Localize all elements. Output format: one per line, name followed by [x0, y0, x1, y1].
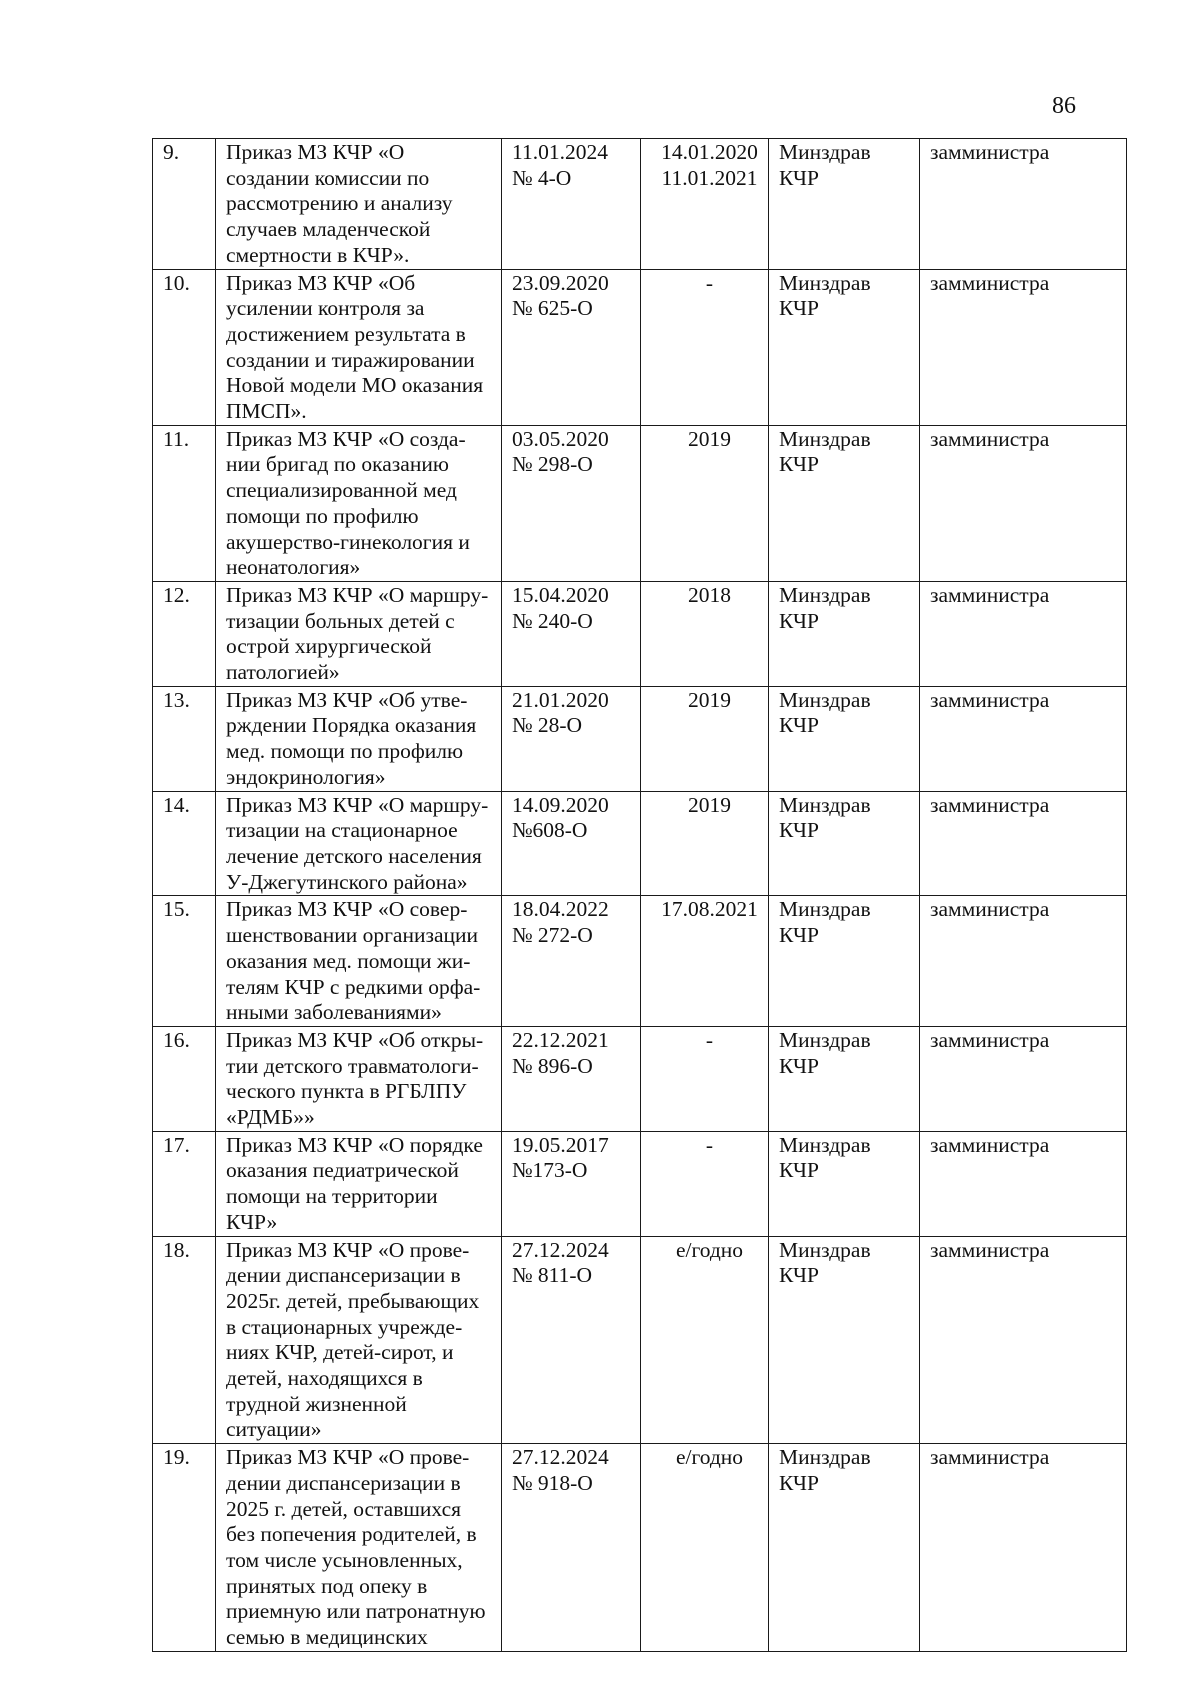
- row-number-text: 16.: [163, 1027, 190, 1052]
- order-title-line: семью в медицинских: [226, 1625, 428, 1650]
- table-row: [153, 1444, 1127, 1652]
- order-title-line: без попечения родителей, в: [226, 1522, 477, 1547]
- period-cell: [641, 581, 769, 686]
- organization-line: КЧР: [779, 608, 819, 633]
- responsible-cell: [920, 791, 1127, 896]
- order-date-number-line: 27.12.2024: [512, 1445, 609, 1470]
- responsible-text: замминистра: [930, 582, 1050, 607]
- order-title-line: случаев младенческой: [226, 217, 431, 242]
- period-cell: [641, 1131, 769, 1236]
- order-title-line: 2025г. детей, пребывающих: [226, 1288, 480, 1313]
- order-title-line: шенствовании организации: [226, 923, 479, 948]
- order-date-number-line: 11.01.2024: [512, 140, 608, 164]
- row-number-text: 14.: [163, 792, 190, 817]
- order-date-number-cell: [502, 1131, 641, 1236]
- order-date-number-line: № 272-О: [512, 923, 593, 948]
- order-date-number-line: № 918-О: [512, 1470, 593, 1495]
- organization-cell: [769, 1236, 920, 1444]
- order-date-number-line: № 811-О: [512, 1263, 593, 1288]
- order-title-line: Приказ МЗ КЧР «О созда-: [226, 426, 466, 451]
- organization-line: Минздрав: [779, 1027, 871, 1052]
- row-number-cell: [153, 1236, 216, 1444]
- order-title-line: Приказ МЗ КЧР «Об откры-: [226, 1027, 484, 1052]
- order-title-line: «РДМБ»»: [226, 1105, 315, 1130]
- organization-cell: [769, 1131, 920, 1236]
- table-row: [153, 269, 1127, 425]
- table-row: [153, 791, 1127, 896]
- table-row: [153, 1026, 1127, 1131]
- order-title-line: оказания мед. помощи жи-: [226, 948, 471, 973]
- organization-cell: [769, 139, 920, 270]
- order-date-number-line: № 896-О: [512, 1053, 593, 1078]
- row-number-cell: [153, 425, 216, 581]
- row-number-cell: [153, 581, 216, 686]
- order-title-line: ПМСП».: [226, 399, 307, 424]
- period-line: 2019: [688, 792, 731, 817]
- order-title-line: помощи на территории: [226, 1184, 438, 1209]
- period-cell: [641, 1236, 769, 1444]
- period-cell: [641, 1026, 769, 1131]
- period-line: 2019: [688, 687, 731, 712]
- order-title-line: детей, находящихся в: [226, 1366, 423, 1391]
- organization-cell: [769, 581, 920, 686]
- period-line: е/годно: [675, 1445, 744, 1470]
- responsible-cell: [920, 581, 1127, 686]
- order-title-line: ситуации»: [226, 1417, 322, 1442]
- period-cell: [641, 791, 769, 896]
- row-number-cell: [153, 686, 216, 791]
- row-number-cell: [153, 139, 216, 270]
- order-date-number-line: № 298-О: [512, 452, 593, 477]
- period-line: 11.01.2021: [661, 165, 758, 190]
- responsible-text: замминистра: [930, 1237, 1050, 1262]
- row-number-cell: [153, 896, 216, 1027]
- period-line: -: [705, 1027, 714, 1052]
- row-number-cell: [153, 791, 216, 896]
- order-date-number-line: № 625-О: [512, 296, 593, 321]
- period-cell: [641, 425, 769, 581]
- organization-line: КЧР: [779, 1053, 819, 1078]
- order-title-line: ниях КЧР, детей-сирот, и: [226, 1340, 454, 1365]
- order-date-number-cell: [502, 1236, 641, 1444]
- order-title-line: ческого пункта в РГБЛПУ: [226, 1079, 467, 1104]
- organization-line: Минздрав: [779, 897, 871, 922]
- organization-line: Минздрав: [779, 140, 871, 164]
- order-date-number-line: 15.04.2020: [512, 582, 609, 607]
- order-title-line: Приказ МЗ КЧР «Об: [226, 270, 416, 295]
- order-title-line: нными заболеваниями»: [226, 1000, 442, 1025]
- organization-line: КЧР: [779, 1470, 819, 1495]
- period-cell: [641, 269, 769, 425]
- order-date-number-cell: [502, 896, 641, 1027]
- order-title-line: Приказ МЗ КЧР «О маршру-: [226, 792, 489, 817]
- order-date-number-line: 18.04.2022: [512, 897, 609, 922]
- row-number-text: 15.: [163, 897, 190, 922]
- order-date-number-line: 23.09.2020: [512, 270, 609, 295]
- table-row: [153, 1236, 1127, 1444]
- organization-line: Минздрав: [779, 1132, 871, 1157]
- order-title-line: оказания педиатрической: [226, 1158, 459, 1183]
- responsible-cell: [920, 269, 1127, 425]
- order-title-line: дении диспансеризации в: [226, 1263, 461, 1288]
- order-date-number-line: 27.12.2024: [512, 1237, 609, 1262]
- order-title-line: Приказ МЗ КЧР «О совер-: [226, 897, 468, 922]
- order-date-number-cell: [502, 791, 641, 896]
- order-title-line: КЧР»: [226, 1209, 278, 1234]
- period-cell: [641, 896, 769, 1027]
- period-line: 17.08.2021: [661, 897, 758, 922]
- period-line: -: [705, 270, 714, 295]
- order-date-number-line: №608-О: [512, 818, 588, 843]
- row-number-text: 10.: [163, 270, 190, 295]
- order-title-line: том числе усыновленных,: [226, 1547, 463, 1572]
- order-date-number-cell: [502, 269, 641, 425]
- order-title-cell: [216, 139, 502, 270]
- organization-line: КЧР: [779, 452, 819, 477]
- order-title-line: эндокринология»: [226, 764, 386, 789]
- order-title-cell: [216, 1026, 502, 1131]
- responsible-cell: [920, 1236, 1127, 1444]
- period-line: -: [705, 1132, 714, 1157]
- responsible-cell: [920, 1444, 1127, 1652]
- responsible-cell: [920, 686, 1127, 791]
- responsible-text: замминистра: [930, 687, 1050, 712]
- responsible-cell: [920, 425, 1127, 581]
- period-line: е/годно: [675, 1237, 744, 1262]
- row-number-cell: [153, 1131, 216, 1236]
- table-row: [153, 896, 1127, 1027]
- order-title-line: Приказ МЗ КЧР «О порядке: [226, 1132, 483, 1157]
- order-title-line: У-Джегутинского района»: [226, 869, 468, 894]
- order-title-line: тизации на стационарное: [226, 818, 458, 843]
- order-date-number-line: 22.12.2021: [512, 1027, 609, 1052]
- row-number-cell: [153, 1026, 216, 1131]
- order-title-line: акушерство-гинекология и: [226, 529, 470, 554]
- order-title-line: усилении контроля за: [226, 296, 425, 321]
- order-title-line: достижением результата в: [226, 321, 466, 346]
- row-number-cell: [153, 1444, 216, 1652]
- organization-cell: [769, 686, 920, 791]
- order-title-line: приемную или патронатную: [226, 1599, 486, 1624]
- row-number-text: 19.: [163, 1445, 190, 1470]
- order-title-line: Приказ МЗ КЧР «О маршру-: [226, 582, 489, 607]
- order-date-number-line: 21.01.2020: [512, 687, 609, 712]
- organization-cell: [769, 1026, 920, 1131]
- order-title-line: трудной жизненной: [226, 1391, 407, 1416]
- organization-cell: [769, 269, 920, 425]
- row-number-text: 12.: [163, 582, 190, 607]
- order-title-cell: [216, 425, 502, 581]
- order-title-line: Приказ МЗ КЧР «О прове-: [226, 1237, 470, 1262]
- row-number-cell: [153, 269, 216, 425]
- organization-line: Минздрав: [779, 1445, 871, 1470]
- responsible-text: замминистра: [930, 792, 1050, 817]
- period-line: 14.01.2020: [661, 140, 758, 164]
- responsible-cell: [920, 1026, 1127, 1131]
- organization-line: Минздрав: [779, 687, 871, 712]
- order-date-number-line: № 28-О: [512, 713, 583, 738]
- organization-line: Минздрав: [779, 1237, 871, 1262]
- order-title-line: создании и тиражировании: [226, 347, 475, 372]
- responsible-text: замминистра: [930, 140, 1050, 164]
- order-title-line: специализированной мед: [226, 478, 457, 503]
- row-number-text: 13.: [163, 687, 190, 712]
- order-title-line: 2025 г. детей, оставшихся: [226, 1496, 461, 1521]
- order-title-line: смертности в КЧР».: [226, 242, 410, 267]
- order-title-line: тизации больных детей с: [226, 608, 455, 633]
- responsible-text: замминистра: [930, 1445, 1050, 1470]
- row-number-text: 17.: [163, 1132, 190, 1157]
- order-title-line: телям КЧР с редкими орфа-: [226, 974, 481, 999]
- table-row: [153, 581, 1127, 686]
- order-title-line: неонатология»: [226, 555, 361, 580]
- order-title-line: мед. помощи по профилю: [226, 739, 464, 764]
- order-title-cell: [216, 581, 502, 686]
- responsible-text: замминистра: [930, 897, 1050, 922]
- organization-line: КЧР: [779, 818, 819, 843]
- table-row: [153, 1131, 1127, 1236]
- row-number-text: 18.: [163, 1237, 190, 1262]
- period-line: 2018: [688, 582, 731, 607]
- organization-cell: [769, 896, 920, 1027]
- organization-cell: [769, 1444, 920, 1652]
- organization-line: Минздрав: [779, 426, 871, 451]
- order-title-cell: [216, 896, 502, 1027]
- order-title-cell: [216, 791, 502, 896]
- organization-line: Минздрав: [779, 792, 871, 817]
- order-date-number-line: № 4-О: [512, 165, 572, 190]
- organization-line: КЧР: [779, 923, 819, 948]
- order-title-line: дении диспансеризации в: [226, 1470, 461, 1495]
- order-title-line: принятых под опеку в: [226, 1573, 428, 1598]
- responsible-cell: [920, 139, 1127, 270]
- order-title-line: патологией»: [226, 660, 340, 685]
- responsible-text: замминистра: [930, 1132, 1050, 1157]
- organization-line: КЧР: [779, 1158, 819, 1183]
- order-date-number-cell: [502, 1026, 641, 1131]
- table-row: [153, 425, 1127, 581]
- period-cell: [641, 1444, 769, 1652]
- order-title-line: Приказ МЗ КЧР «О прове-: [226, 1445, 470, 1470]
- organization-line: КЧР: [779, 713, 819, 738]
- order-date-number-line: 14.09.2020: [512, 792, 609, 817]
- organization-line: КЧР: [779, 296, 819, 321]
- organization-line: КЧР: [779, 1263, 819, 1288]
- organization-cell: [769, 425, 920, 581]
- order-date-number-cell: [502, 425, 641, 581]
- period-cell: [641, 686, 769, 791]
- responsible-text: замминистра: [930, 426, 1050, 451]
- row-number-text: 9.: [163, 140, 180, 164]
- responsible-cell: [920, 1131, 1127, 1236]
- orders-table-body: [153, 139, 1127, 1652]
- responsible-text: замминистра: [930, 270, 1050, 295]
- order-date-number-cell: [502, 1444, 641, 1652]
- table-row: [153, 686, 1127, 791]
- period-cell: [641, 139, 769, 270]
- order-title-line: Приказ МЗ КЧР «Об утве-: [226, 687, 468, 712]
- order-date-number-line: № 240-О: [512, 608, 593, 633]
- table-row: [153, 139, 1127, 270]
- row-number-text: 11.: [163, 426, 190, 451]
- order-title-line: создании комиссии по: [226, 165, 430, 190]
- organization-line: КЧР: [779, 165, 819, 190]
- order-date-number-cell: [502, 581, 641, 686]
- page-number: 86: [1052, 93, 1076, 119]
- order-title-cell: [216, 1236, 502, 1444]
- order-date-number-line: №173-О: [512, 1158, 588, 1183]
- order-title-line: в стационарных учрежде-: [226, 1314, 463, 1339]
- order-date-number-cell: [502, 686, 641, 791]
- order-title-line: Приказ МЗ КЧР «О: [226, 140, 405, 164]
- order-title-line: помощи по профилю: [226, 503, 419, 528]
- responsible-cell: [920, 896, 1127, 1027]
- organization-line: Минздрав: [779, 270, 871, 295]
- period-line: 2019: [688, 426, 731, 451]
- order-title-cell: [216, 1131, 502, 1236]
- order-title-line: рждении Порядка оказания: [226, 713, 477, 738]
- order-title-line: тии детского травматологи-: [226, 1053, 479, 1078]
- order-title-line: лечение детского населения: [226, 843, 482, 868]
- order-title-line: рассмотрению и анализу: [226, 191, 453, 216]
- order-title-line: острой хирургической: [226, 634, 432, 659]
- order-date-number-line: 03.05.2020: [512, 426, 609, 451]
- order-title-cell: [216, 269, 502, 425]
- organization-line: Минздрав: [779, 582, 871, 607]
- order-title-line: Новой модели МО оказания: [226, 373, 484, 398]
- order-date-number-cell: [502, 139, 641, 270]
- order-title-cell: [216, 1444, 502, 1652]
- order-title-line: нии бригад по оказанию: [226, 452, 449, 477]
- order-date-number-line: 19.05.2017: [512, 1132, 609, 1157]
- organization-cell: [769, 791, 920, 896]
- responsible-text: замминистра: [930, 1027, 1050, 1052]
- order-title-cell: [216, 686, 502, 791]
- orders-table: [152, 138, 1127, 1652]
